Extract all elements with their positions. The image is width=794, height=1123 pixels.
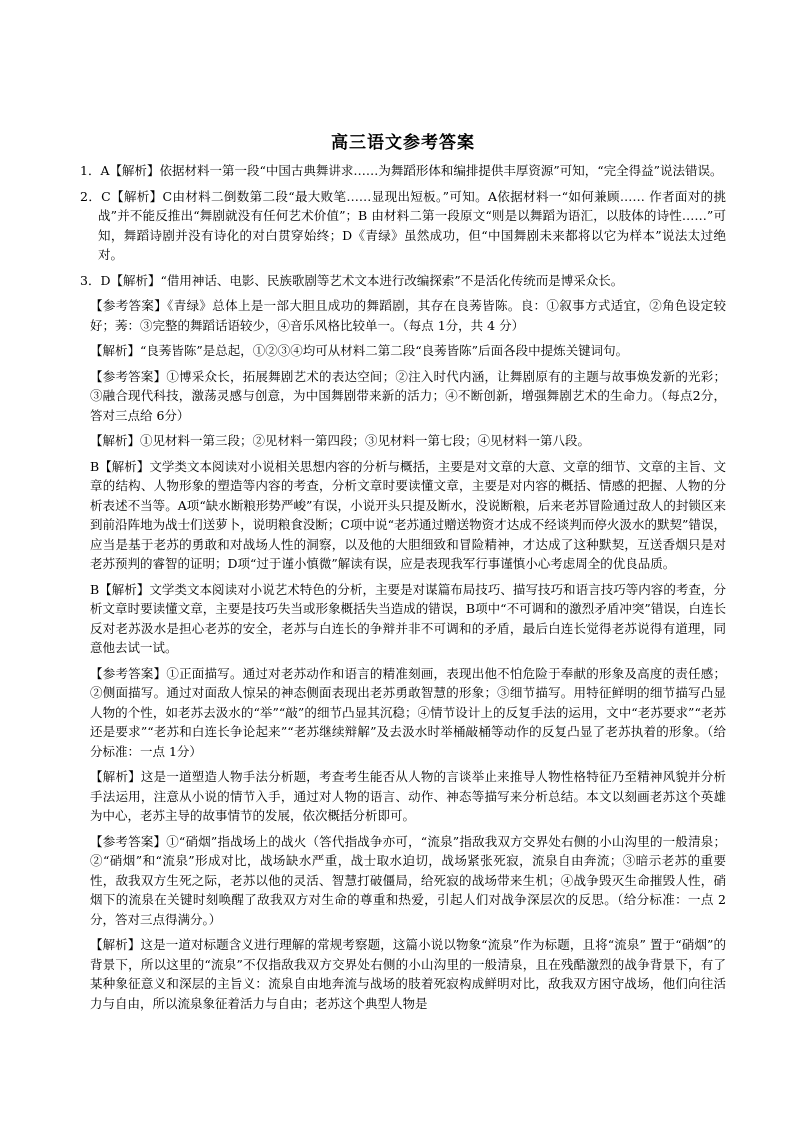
answer-item-1: 1．A【解析】依据材料一第一段“中国古典舞讲求……为舞蹈形体和编排提供丰厚资源”可知，“完全得益”说法错误。 — [80, 163, 723, 178]
answer-item-8-analysis: 【解析】这是一道塑造人物手法分析题，考查考生能否从人物的言谈举止来推导人物性格特征乃至精神风貌并分析手法运用，注意从小说的情节入手，通过对人物的语言、动作、神态等描写来分析总结。本文以刻画老苏这个英雄为中心，老苏主导的故事情节的发展，依次概括分析即可。 — [90, 769, 726, 823]
answer-item-9-analysis: 【解析】这是一道对标题含义进行理解的常规考察题，这篇小说以物象“流泉”作为标题，且将“流泉” 置于“硝烟”的背景下，所以这里的“流泉”不仅指敌我双方交界处右侧的小山沟里的一般清泉，且在残酷激烈的战争背景下，有了某种象征意义和深层的主旨义：流泉自由地奔流与战场的肢着死寂构成鲜明对比，敌我双方困守战场，他们向往活力与自由，所以流泉象征着活力与自由；老苏这个典型人物是 — [90, 937, 726, 1011]
answer-item-6: B【解析】文学类文本阅读对小说相关思想内容的分析与概括，主要是对文章的大意、文章的细节、文章的主旨、文章的结构、人物形象的塑造等内容的考查，分析文章时要读懂文章，主要是对内容的概括、情感的把握、人物的分析表述不当等。A项“缺水断粮形势严峻”有误，小说开头只提及断水，没说断粮，后来老苏冒险通过敌人的封锁区来到前沿阵地为战士们送萝卜，说明粮食没断；C项中说“老苏通过赠送物资才达成不经谈判而停火汲水的默契”错误，应当是基于老苏的勇敢和对战场人性的洞察，以及他的大胆细致和冒险精神，才达成了这种默契，互送香烟只是对老苏预判的睿智的证明；D项“过于谨小慎微”解读有误，应是表现我军行事谨慎小心考虑周全的优良品质。 — [90, 458, 726, 571]
answer-item-3: 3．D【解析】“借用神话、电影、民族歌剧等艺术文本进行改编探索”不是活化传统而是博采众长。 — [80, 272, 624, 288]
answer-item-2: 2．C【解析】C由材料二倒数第二段“最大败笔……显现出短板。”可知。A依据材料一“如何兼顾…… 作者面对的挑战”并不能反推出“舞剧就没有任何艺术价值”；B 由材料二第一段原文“则是以舞蹈为语汇，以肢体的诗性……”可知，舞蹈诗剧并没有诗化的对白贯穿始终；D《青绿》虽然成功，但“中国舞剧未来都将以它为样本”说法太过绝对。 — [80, 188, 726, 262]
answer-item-8-answer: 【参考答案】①正面描写。通过对老苏动作和语言的精准刻画，表现出他不怕危险于奉献的形象及高度的责任感；②侧面描写。通过对面敌人惊呆的神态侧面表现出老苏勇敢智慧的形象；③细节描写。用特征鲜明的细节描写凸显人物的个性，如老苏去汲水的“举”“敲”的细节凸显其沉稳；④情节设计上的反复手法的运用，文中“老苏要求”“老苏还是要求”“老苏和白连长争论起来”“老苏继续辩解”及去汲水时举桶敲桶等动作的反复凸显了老苏执着的形象。（给分标准：一点 1分） — [90, 665, 726, 759]
answer-item-4-analysis: 【解析】“良莠皆陈”是总起，①②③④均可从材料二第二段“良莠皆陈”后面各段中提炼关键词句。 — [90, 343, 629, 358]
answer-sheet-page — [80, 128, 726, 1019]
answer-item-7: B【解析】文学类文本阅读对小说艺术特色的分析，主要是对谋篇布局技巧、描写技巧和语言技巧等内容的考查，分析文章时要读懂文章，主要是技巧失当或形象概括失当造成的错误，B项中“不可调和的激烈矛盾冲突”错误，白连长反对老苏汲水是担心老苏的安全，老苏与白连长的争辩并非不可调和的矛盾，最后白连长觉得老苏说得有道理，同意他去试一试。 — [90, 581, 727, 655]
answer-item-5-analysis: 【解析】①见材料一第三段；②见材料一第四段；③见材料一第七段；④见材料一第八段。 — [90, 433, 591, 448]
document-title: 高三语文参考答案 — [331, 133, 475, 153]
answer-item-5-answer: 【参考答案】①博采众长，拓展舞剧艺术的表达空间；②注入时代内涵，让舞剧原有的主题与故事焕发新的光彩；③融合现代科技，激荡灵感与创意，为中国舞剧带来新的活力；④不断创新，增强舞剧艺术的生命力。（每点2分，答对三点给 6分） — [90, 368, 726, 423]
answer-item-4-answer: 【参考答案】《青绿》总体上是一部大胆且成功的舞蹈剧，其存在良莠皆陈。良：①叙事方式适宜，②角色设定较好；莠：③完整的舞蹈话语较少，④音乐风格比较单一。（每点 1分，共 4 分） — [90, 298, 726, 333]
answer-item-9-answer: 【参考答案】①“硝烟”指战场上的战火（答代指战争亦可，“流泉”指敌我双方交界处右侧的小山沟里的一般清泉；②“硝烟”和“流泉”形成对比，战场缺水严重，战士取水迫切，战场紧张死寂，流泉自由奔流；③暗示老苏的重要性，敌我双方生死之际，老苏以他的灵活、智慧打破僵局，给死寂的战场带来生机；④战争毁灭生命摧毁人性，硝烟下的流泉在关键时刻唤醒了敌我双方对生命的尊重和热爱，引起人们对战争深层次的反思。（给分标准：一点 2分，答对三点得满分。） — [90, 833, 726, 927]
